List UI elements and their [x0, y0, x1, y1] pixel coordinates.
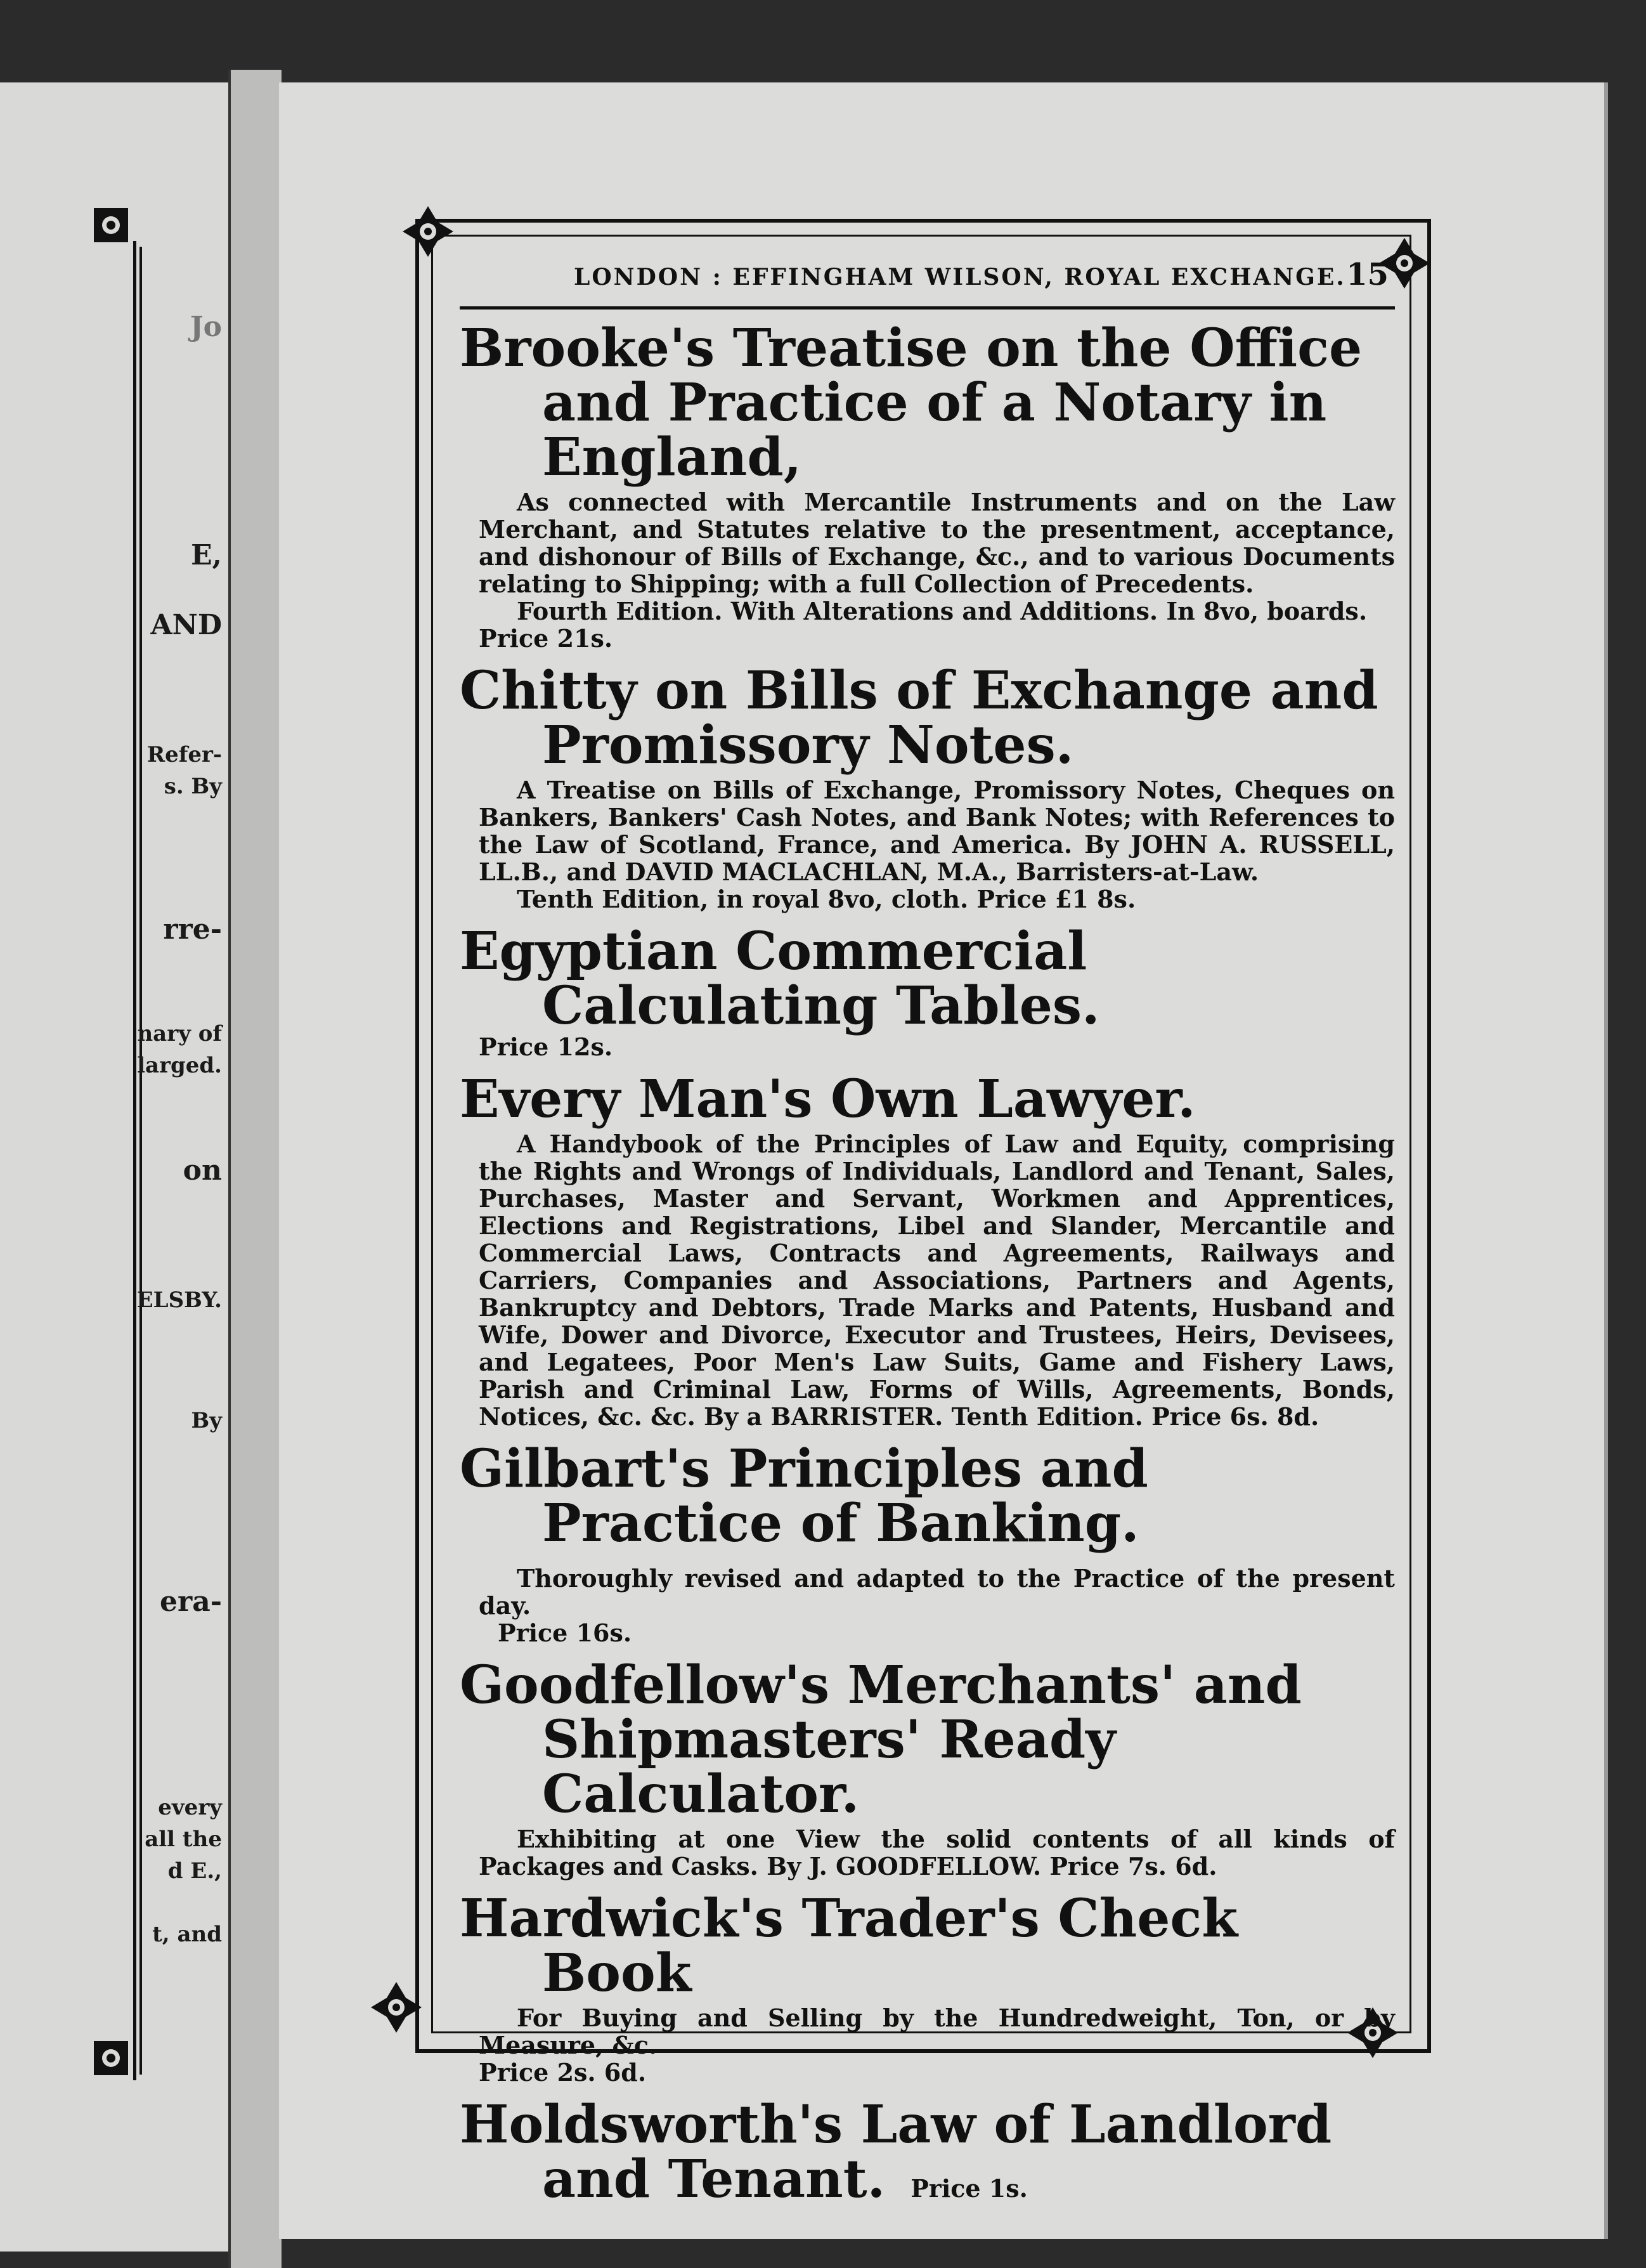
corner-ornament-icon [89, 2036, 133, 2080]
catalogue-entry [460, 1888, 1395, 2087]
entry-description: As connected with Mercantile Instruments and on the Law Merchant, and Statutes relative to the presentment, acceptance, and dishonour of Bills of Exchange, &c., and to various Documents relating to Shipping; with a full Collection of Precedents. [479, 488, 1395, 598]
left-fragment: E, [191, 539, 222, 571]
corner-ornament-icon [89, 203, 133, 247]
entry-price: Price 16s. [498, 1619, 632, 1647]
entry-description: Thoroughly revised and adapted to the Practice of the present day. [479, 1564, 1395, 1620]
page-number: 15 [1346, 257, 1389, 292]
left-fragment: era- [160, 1586, 222, 1618]
left-fragment: t, and [152, 1922, 222, 1947]
left-fragment: By [191, 1408, 222, 1433]
catalogue-entry [460, 318, 1395, 653]
entry-price: Price 21s. [479, 624, 613, 653]
entry-title: Goodfellow's Merchants' and Shipmasters' Ready Calculator. [460, 1655, 1302, 1825]
header-rule [460, 306, 1395, 310]
left-fragment: ELSBY. [136, 1287, 222, 1313]
left-fragment: all the [145, 1827, 222, 1852]
catalogue-entry [460, 1069, 1395, 1431]
running-header [460, 257, 1395, 292]
left-fragment: Refer- [146, 742, 222, 767]
entry-title: Chitty on Bills of Exchange and Promissory Notes. [460, 660, 1378, 776]
entry-description: A Treatise on Bills of Exchange, Promissory Notes, Cheques on Bankers, Bankers' Cash Notes, and Bank Notes; with References to the Law of Scotland, France, and America. By JOHN A. RUSSELL, LL.B., and DAVID MACLACHLAN, M.A., Barristers-at-Law. [479, 776, 1395, 886]
left-fragment: AND [150, 609, 222, 641]
catalogue-entry [460, 1655, 1395, 1880]
left-fragment: on [183, 1154, 222, 1187]
left-fragment: larged. [137, 1053, 222, 1078]
catalogue-entry [460, 1438, 1395, 1647]
entry-price: Price 2s. 6d. [479, 2058, 647, 2087]
left-fragment: every [158, 1795, 222, 1820]
left-fragment: nary of [137, 1021, 222, 1046]
page-content [460, 257, 1395, 2210]
entry-title: Hardwick's Trader's Check Book [460, 1888, 1238, 2004]
entry-edition: Tenth Edition, in royal 8vo, cloth. Price £1 8s. [517, 885, 1136, 913]
left-facing-page [0, 82, 228, 2252]
corner-ornament-icon [368, 1979, 425, 2036]
entry-price: Price 1s. [910, 2174, 1028, 2203]
corner-ornament-icon [399, 203, 457, 260]
left-fragment: rre- [163, 913, 222, 946]
entry-price: Price 12s. [479, 1033, 613, 1061]
publisher-imprint: LONDON : EFFINGHAM WILSON, ROYAL EXCHANGE. [574, 264, 1346, 290]
catalogue-entry [460, 660, 1395, 913]
left-fragment: s. By [164, 774, 222, 799]
entry-title: Brooke's Treatise on the Office and Practice of a Notary in England, [460, 318, 1363, 488]
catalogue-entry [460, 921, 1395, 1061]
entry-title: Every Man's Own Lawyer. [460, 1069, 1196, 1130]
entry-title: Egyptian Commercial Calculating Tables. [460, 921, 1100, 1036]
left-fragment: d E., [167, 1858, 222, 1884]
left-fragment: Jo [190, 311, 222, 343]
entry-description: A Handybook of the Principles of Law and Equity, comprising the Rights and Wrongs of Individuals, Landlord and Tenant, Sales, Purchases, Master and Servant, Workmen and Apprentices, Elections and Registrations, Libel and Slander, Mercantile and Commercial Laws, Contracts and Agreements, Railways and Carriers, Companies and Associations, Partners and Agents, Bankruptcy and Debtors, Trade Marks and Patents, Husband and Wife, Dower and Divorce, Executor and Trustees, Heirs, Devisees, and Legatees, Poor Men's Law Suits, Game and Fishery Laws, Parish and Criminal Law, Forms of Wills, Agreements, Bonds, Notices, &c. &c. By a BARRISTER. Tenth Edition. Price 6s. 8d. [479, 1130, 1395, 1431]
entry-title [460, 2094, 1395, 2216]
entry-title-text: Holdsworth's Law of Landlord and Tenant. [460, 2094, 1332, 2210]
catalogue-page [279, 82, 1608, 2239]
entry-title: Gilbart's Principles and Practice of Banking. [460, 1438, 1148, 1554]
entry-description: For Buying and Selling by the Hundredweight, Ton, or by Measure, &c. [479, 2004, 1395, 2059]
entry-edition: Fourth Edition. With Alterations and Additions. In 8vo, boards. [517, 597, 1368, 625]
entry-description: Exhibiting at one View the solid contents of all kinds of Packages and Casks. By J. GOODFELLOW. Price 7s. 6d. [479, 1825, 1395, 1880]
catalogue-entry [460, 2094, 1395, 2216]
page-gutter [228, 70, 282, 2268]
